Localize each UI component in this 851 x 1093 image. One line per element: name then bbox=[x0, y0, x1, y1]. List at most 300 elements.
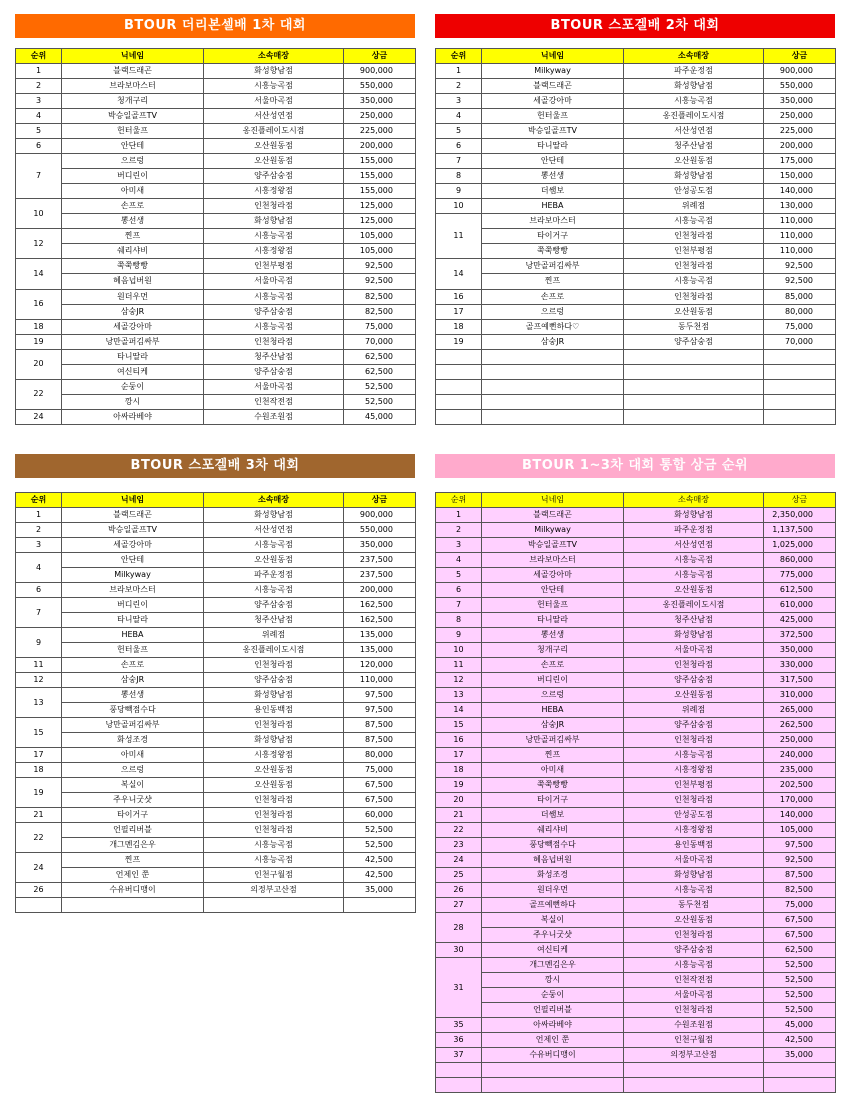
nickname-cell: 타니딸라 bbox=[62, 349, 204, 364]
nickname-cell: 깡시 bbox=[482, 973, 624, 988]
table-row bbox=[16, 853, 416, 868]
prize-cell: 425,000 bbox=[764, 613, 836, 628]
store-cell: 시흥능곡점 bbox=[624, 214, 764, 229]
nickname-cell: 골프예뻔하다 bbox=[482, 898, 624, 913]
table-row bbox=[16, 409, 416, 424]
table-row bbox=[436, 64, 836, 79]
prize-cell: 52,500 bbox=[344, 379, 416, 394]
rank-cell: 13 bbox=[16, 688, 62, 718]
store-cell: 서울마곡점 bbox=[624, 853, 764, 868]
empty-cell bbox=[436, 1078, 482, 1093]
prize-cell: 140,000 bbox=[764, 184, 836, 199]
table-row bbox=[436, 898, 836, 913]
prize-cell: 350,000 bbox=[764, 94, 836, 109]
rank-cell: 19 bbox=[436, 334, 482, 349]
table-row bbox=[436, 583, 836, 598]
empty-cell bbox=[482, 364, 624, 379]
store-cell: 인천청라점 bbox=[624, 229, 764, 244]
table-row bbox=[16, 349, 416, 364]
store-cell: 의정부고산점 bbox=[204, 883, 344, 898]
nickname-cell: 쭉쭉빵빵 bbox=[482, 778, 624, 793]
nickname-cell: 세골강아마 bbox=[62, 538, 204, 553]
empty-cell bbox=[436, 409, 482, 424]
table-row bbox=[436, 508, 836, 523]
nickname-cell: 브라보마스터 bbox=[482, 553, 624, 568]
column-header: 순위 bbox=[436, 49, 482, 64]
store-cell: 시흥능곡점 bbox=[204, 583, 344, 598]
prize-cell: 175,000 bbox=[764, 154, 836, 169]
store-cell: 서산성연점 bbox=[204, 523, 344, 538]
rank-cell: 7 bbox=[436, 154, 482, 169]
table-row bbox=[436, 688, 836, 703]
table-row bbox=[436, 628, 836, 643]
rank-cell: 19 bbox=[16, 334, 62, 349]
rank-cell: 17 bbox=[16, 748, 62, 763]
store-cell: 동두천점 bbox=[624, 319, 764, 334]
prize-cell: 310,000 bbox=[764, 688, 836, 703]
table-row bbox=[436, 808, 836, 823]
nickname-cell: 으르렁 bbox=[482, 304, 624, 319]
nickname-cell: 삼숭JR bbox=[62, 304, 204, 319]
prize-cell: 155,000 bbox=[344, 154, 416, 169]
store-cell: 인천청라점 bbox=[624, 733, 764, 748]
prize-cell: 110,000 bbox=[764, 214, 836, 229]
store-cell: 화성향남점 bbox=[624, 79, 764, 94]
rank-cell: 31 bbox=[436, 958, 482, 1018]
prize-cell: 35,000 bbox=[764, 1048, 836, 1063]
store-cell: 화성향남점 bbox=[204, 688, 344, 703]
nickname-cell: 블랙드래곤 bbox=[482, 508, 624, 523]
nickname-cell: 타이거구 bbox=[482, 229, 624, 244]
prize-cell: 135,000 bbox=[344, 628, 416, 643]
table-row bbox=[16, 718, 416, 733]
store-cell: 화성향남점 bbox=[624, 868, 764, 883]
nickname-cell: 안단테 bbox=[482, 583, 624, 598]
table-row bbox=[16, 109, 416, 124]
nickname-cell: 브라보마스터 bbox=[62, 583, 204, 598]
prize-cell: 42,500 bbox=[764, 1033, 836, 1048]
prize-cell: 92,500 bbox=[344, 259, 416, 274]
prize-cell: 87,500 bbox=[344, 733, 416, 748]
rank-cell: 22 bbox=[436, 823, 482, 838]
table-row bbox=[436, 613, 836, 628]
prize-cell: 900,000 bbox=[344, 508, 416, 523]
prize-cell: 67,500 bbox=[764, 913, 836, 928]
rank-cell: 24 bbox=[436, 853, 482, 868]
nickname-cell: 주우니굿샷 bbox=[482, 928, 624, 943]
prize-cell: 62,500 bbox=[344, 364, 416, 379]
prize-cell: 70,000 bbox=[764, 334, 836, 349]
nickname-cell: 깡시 bbox=[62, 394, 204, 409]
store-cell: 서산성연점 bbox=[624, 124, 764, 139]
prize-cell: 550,000 bbox=[344, 79, 416, 94]
prize-cell: 250,000 bbox=[764, 109, 836, 124]
nickname-cell: 풍당빽점수다 bbox=[62, 703, 204, 718]
empty-cell bbox=[344, 898, 416, 913]
table-row bbox=[16, 838, 416, 853]
empty-row bbox=[436, 1078, 836, 1093]
nickname-cell: 세골강아마 bbox=[482, 568, 624, 583]
rank-cell: 24 bbox=[16, 409, 62, 424]
rank-cell: 18 bbox=[436, 763, 482, 778]
store-cell: 인천청라점 bbox=[624, 793, 764, 808]
nickname-cell: 언필리버블 bbox=[482, 1003, 624, 1018]
prize-cell: 80,000 bbox=[764, 304, 836, 319]
nickname-cell: 헌터울프 bbox=[62, 643, 204, 658]
nickname-cell: 타니딸라 bbox=[482, 613, 624, 628]
prize-cell: 52,500 bbox=[344, 823, 416, 838]
nickname-cell: 원더우먼 bbox=[482, 883, 624, 898]
table-row bbox=[16, 643, 416, 658]
table-row bbox=[16, 274, 416, 289]
nickname-cell: 더쌤보 bbox=[482, 184, 624, 199]
table-row bbox=[436, 244, 836, 259]
store-cell: 파주운정점 bbox=[204, 568, 344, 583]
rank-cell: 22 bbox=[16, 379, 62, 409]
prize-cell: 62,500 bbox=[344, 349, 416, 364]
prize-cell: 900,000 bbox=[344, 64, 416, 79]
table-row bbox=[436, 109, 836, 124]
rank-cell: 14 bbox=[436, 703, 482, 718]
table-row bbox=[436, 913, 836, 928]
rank-cell: 14 bbox=[16, 259, 62, 289]
empty-row bbox=[16, 898, 416, 913]
empty-cell bbox=[482, 1063, 624, 1078]
prize-cell: 372,500 bbox=[764, 628, 836, 643]
column-header: 상금 bbox=[344, 49, 416, 64]
nickname-cell: Milkyway bbox=[62, 568, 204, 583]
store-cell: 시흥능곡점 bbox=[204, 289, 344, 304]
prize-cell: 550,000 bbox=[764, 79, 836, 94]
table-row bbox=[436, 1033, 836, 1048]
table-row bbox=[16, 304, 416, 319]
column-header: 순위 bbox=[16, 49, 62, 64]
prize-cell: 62,500 bbox=[764, 943, 836, 958]
table-row bbox=[16, 139, 416, 154]
nickname-cell: 뽕선생 bbox=[62, 688, 204, 703]
store-cell: 인천작전점 bbox=[624, 973, 764, 988]
table-row bbox=[436, 928, 836, 943]
table-row bbox=[436, 304, 836, 319]
rank-cell: 8 bbox=[436, 169, 482, 184]
prize-cell: 200,000 bbox=[344, 583, 416, 598]
empty-row bbox=[436, 1063, 836, 1078]
nickname-cell: HEBA bbox=[482, 703, 624, 718]
store-cell: 오산원동점 bbox=[204, 154, 344, 169]
table-row bbox=[16, 823, 416, 838]
store-cell: 오산원동점 bbox=[204, 139, 344, 154]
store-cell: 양주삼숭점 bbox=[204, 598, 344, 613]
store-cell: 인천청라점 bbox=[624, 928, 764, 943]
store-cell: 오산원동점 bbox=[624, 688, 764, 703]
nickname-cell: 타니딸라 bbox=[482, 139, 624, 154]
nickname-cell: 복실이 bbox=[482, 913, 624, 928]
column-header: 닉네임 bbox=[62, 49, 204, 64]
table-row bbox=[16, 688, 416, 703]
prize-cell: 52,500 bbox=[764, 973, 836, 988]
nickname-cell: 화성조경 bbox=[482, 868, 624, 883]
prize-cell: 200,000 bbox=[764, 139, 836, 154]
panel-round-2 bbox=[435, 14, 835, 38]
prize-cell: 87,500 bbox=[764, 868, 836, 883]
empty-cell bbox=[482, 379, 624, 394]
store-cell: 서울마곡점 bbox=[204, 379, 344, 394]
store-cell: 화성향남점 bbox=[624, 628, 764, 643]
nickname-cell: 아미새 bbox=[482, 763, 624, 778]
table-row bbox=[16, 583, 416, 598]
nickname-cell: 삼숭JR bbox=[482, 334, 624, 349]
store-cell: 인천청라점 bbox=[204, 658, 344, 673]
table-row bbox=[16, 79, 416, 94]
table-row bbox=[436, 79, 836, 94]
prize-cell: 900,000 bbox=[764, 64, 836, 79]
table-row bbox=[16, 613, 416, 628]
table-row bbox=[436, 94, 836, 109]
prize-cell: 140,000 bbox=[764, 808, 836, 823]
rank-cell: 25 bbox=[436, 868, 482, 883]
rank-cell: 12 bbox=[16, 229, 62, 259]
nickname-cell: 손프로 bbox=[62, 658, 204, 673]
store-cell: 시흥능곡점 bbox=[624, 748, 764, 763]
prize-cell: 155,000 bbox=[344, 169, 416, 184]
nickname-cell: Milkyway bbox=[482, 523, 624, 538]
store-cell: 오산원동점 bbox=[624, 304, 764, 319]
prize-cell: 52,500 bbox=[344, 394, 416, 409]
rank-cell: 4 bbox=[16, 109, 62, 124]
table-row bbox=[436, 643, 836, 658]
empty-cell bbox=[482, 349, 624, 364]
nickname-cell: 헌터울프 bbox=[482, 598, 624, 613]
prize-cell: 775,000 bbox=[764, 568, 836, 583]
store-cell: 시흥정왕점 bbox=[624, 823, 764, 838]
store-cell: 청주산남점 bbox=[204, 613, 344, 628]
table-row bbox=[436, 598, 836, 613]
empty-cell bbox=[624, 1063, 764, 1078]
nickname-cell: 안단테 bbox=[482, 154, 624, 169]
store-cell: 시흥능곡점 bbox=[624, 274, 764, 289]
results-table-round-2 bbox=[435, 48, 836, 425]
prize-cell: 612,500 bbox=[764, 583, 836, 598]
rank-cell: 18 bbox=[436, 319, 482, 334]
empty-row bbox=[436, 349, 836, 364]
banner-round-3: BTOUR 스포겔배 3차 대회 bbox=[15, 454, 415, 478]
empty-row bbox=[436, 364, 836, 379]
rank-cell: 30 bbox=[436, 943, 482, 958]
rank-cell: 10 bbox=[16, 199, 62, 229]
column-header: 닉네임 bbox=[62, 493, 204, 508]
column-header: 소속매장 bbox=[204, 49, 344, 64]
rank-cell: 8 bbox=[436, 613, 482, 628]
table-row bbox=[16, 763, 416, 778]
nickname-cell: 뽕선생 bbox=[482, 628, 624, 643]
nickname-cell: 개그멘김은우 bbox=[62, 838, 204, 853]
nickname-cell: 더쌤보 bbox=[482, 808, 624, 823]
table-row bbox=[16, 598, 416, 613]
empty-cell bbox=[764, 394, 836, 409]
store-cell: 인천작전점 bbox=[204, 394, 344, 409]
nickname-cell: 낭만골퍼김싸부 bbox=[482, 259, 624, 274]
table-row bbox=[16, 379, 416, 394]
prize-cell: 52,500 bbox=[764, 958, 836, 973]
table-row bbox=[16, 673, 416, 688]
table-row bbox=[16, 229, 416, 244]
nickname-cell: 혜음넙버원 bbox=[482, 853, 624, 868]
nickname-cell: 풍당빽점수다 bbox=[482, 838, 624, 853]
nickname-cell: 헌터울프 bbox=[62, 124, 204, 139]
nickname-cell: 세골강아마 bbox=[62, 319, 204, 334]
rank-cell: 5 bbox=[436, 568, 482, 583]
prize-cell: 265,000 bbox=[764, 703, 836, 718]
nickname-cell: 박승일골프TV bbox=[62, 523, 204, 538]
store-cell: 위례점 bbox=[204, 628, 344, 643]
store-cell: 위례점 bbox=[624, 703, 764, 718]
prize-cell: 110,000 bbox=[764, 244, 836, 259]
prize-cell: 2,350,000 bbox=[764, 508, 836, 523]
prize-cell: 202,500 bbox=[764, 778, 836, 793]
store-cell: 시흥능곡점 bbox=[204, 79, 344, 94]
prize-cell: 67,500 bbox=[344, 778, 416, 793]
store-cell: 시흥능곡점 bbox=[204, 838, 344, 853]
prize-cell: 45,000 bbox=[344, 409, 416, 424]
prize-cell: 92,500 bbox=[764, 853, 836, 868]
nickname-cell: 안단테 bbox=[62, 139, 204, 154]
prize-cell: 225,000 bbox=[344, 124, 416, 139]
rank-cell: 6 bbox=[436, 139, 482, 154]
store-cell: 양주삼숭점 bbox=[624, 943, 764, 958]
table-row bbox=[436, 703, 836, 718]
nickname-cell: 순둥이 bbox=[62, 379, 204, 394]
table-row bbox=[436, 673, 836, 688]
nickname-cell: 원더우먼 bbox=[62, 289, 204, 304]
store-cell: 화성향남점 bbox=[204, 733, 344, 748]
prize-cell: 97,500 bbox=[344, 703, 416, 718]
empty-cell bbox=[764, 379, 836, 394]
store-cell: 인천청라점 bbox=[204, 334, 344, 349]
prize-cell: 70,000 bbox=[344, 334, 416, 349]
rank-cell: 15 bbox=[16, 718, 62, 748]
prize-cell: 330,000 bbox=[764, 658, 836, 673]
prize-cell: 1,025,000 bbox=[764, 538, 836, 553]
store-cell: 인천부평점 bbox=[624, 778, 764, 793]
prize-cell: 52,500 bbox=[764, 1003, 836, 1018]
rank-cell: 3 bbox=[16, 94, 62, 109]
rank-cell: 37 bbox=[436, 1048, 482, 1063]
prize-cell: 82,500 bbox=[344, 304, 416, 319]
nickname-cell: 쭉쭉빵빵 bbox=[482, 244, 624, 259]
table-row bbox=[436, 658, 836, 673]
empty-cell bbox=[764, 1063, 836, 1078]
store-cell: 시흥능곡점 bbox=[624, 553, 764, 568]
nickname-cell: 찐프 bbox=[62, 853, 204, 868]
results-table-round-3 bbox=[15, 492, 416, 913]
prize-cell: 75,000 bbox=[764, 319, 836, 334]
table-row bbox=[16, 319, 416, 334]
table-row bbox=[436, 259, 836, 274]
nickname-cell: 찐프 bbox=[482, 748, 624, 763]
rank-cell: 26 bbox=[16, 883, 62, 898]
empty-cell bbox=[624, 364, 764, 379]
rank-cell: 22 bbox=[16, 823, 62, 853]
nickname-cell: 박승일골프TV bbox=[482, 538, 624, 553]
nickname-cell: 낭만골퍼김싸부 bbox=[62, 334, 204, 349]
rank-cell: 19 bbox=[16, 778, 62, 808]
nickname-cell: 쉐리샤비 bbox=[482, 823, 624, 838]
store-cell: 시흥정왕점 bbox=[204, 748, 344, 763]
store-cell: 오산원동점 bbox=[624, 154, 764, 169]
table-row bbox=[16, 64, 416, 79]
rank-cell: 13 bbox=[436, 688, 482, 703]
prize-cell: 110,000 bbox=[344, 673, 416, 688]
store-cell: 시흥능곡점 bbox=[204, 853, 344, 868]
banner-round-2: BTOUR 스포겔배 2차 대회 bbox=[435, 14, 835, 38]
store-cell: 양주삼숭점 bbox=[204, 673, 344, 688]
rank-cell: 6 bbox=[16, 139, 62, 154]
rank-cell: 4 bbox=[436, 109, 482, 124]
table-row bbox=[436, 214, 836, 229]
table-row bbox=[436, 973, 836, 988]
store-cell: 시흥능곡점 bbox=[204, 319, 344, 334]
prize-cell: 550,000 bbox=[344, 523, 416, 538]
nickname-cell: 손프로 bbox=[482, 289, 624, 304]
table-row bbox=[16, 883, 416, 898]
table-row bbox=[16, 508, 416, 523]
results-table-round-1 bbox=[15, 48, 416, 425]
nickname-cell: Milkyway bbox=[482, 64, 624, 79]
column-header: 닉네임 bbox=[482, 493, 624, 508]
nickname-cell: 아미새 bbox=[62, 184, 204, 199]
nickname-cell: 쭉쭉빵빵 bbox=[62, 259, 204, 274]
prize-cell: 350,000 bbox=[764, 643, 836, 658]
rank-cell: 10 bbox=[436, 643, 482, 658]
nickname-cell: 안단테 bbox=[62, 553, 204, 568]
rank-cell: 9 bbox=[436, 628, 482, 643]
store-cell: 수원조원점 bbox=[624, 1018, 764, 1033]
prize-cell: 42,500 bbox=[344, 868, 416, 883]
table-row bbox=[436, 334, 836, 349]
rank-cell: 11 bbox=[436, 214, 482, 259]
empty-cell bbox=[624, 1078, 764, 1093]
store-cell: 오산원동점 bbox=[204, 763, 344, 778]
nickname-cell: 브라보마스터 bbox=[482, 214, 624, 229]
rank-cell: 23 bbox=[436, 838, 482, 853]
table-row bbox=[436, 124, 836, 139]
column-header: 상금 bbox=[344, 493, 416, 508]
empty-cell bbox=[624, 349, 764, 364]
prize-cell: 237,500 bbox=[344, 553, 416, 568]
empty-cell bbox=[62, 898, 204, 913]
store-cell: 시흥정왕점 bbox=[204, 184, 344, 199]
prize-cell: 67,500 bbox=[344, 793, 416, 808]
empty-cell bbox=[436, 394, 482, 409]
table-row bbox=[16, 169, 416, 184]
prize-cell: 92,500 bbox=[764, 274, 836, 289]
empty-cell bbox=[764, 1078, 836, 1093]
nickname-cell: 타이거구 bbox=[482, 793, 624, 808]
nickname-cell: 청개구리 bbox=[62, 94, 204, 109]
rank-cell: 2 bbox=[16, 523, 62, 538]
store-cell: 안성공도점 bbox=[624, 808, 764, 823]
prize-cell: 235,000 bbox=[764, 763, 836, 778]
rank-cell: 17 bbox=[436, 748, 482, 763]
table-row bbox=[436, 199, 836, 214]
column-header: 상금 bbox=[764, 49, 836, 64]
nickname-cell: 여신티케 bbox=[62, 364, 204, 379]
empty-cell bbox=[204, 898, 344, 913]
rank-cell: 10 bbox=[436, 199, 482, 214]
empty-row bbox=[436, 409, 836, 424]
table-row bbox=[16, 364, 416, 379]
table-row bbox=[16, 733, 416, 748]
